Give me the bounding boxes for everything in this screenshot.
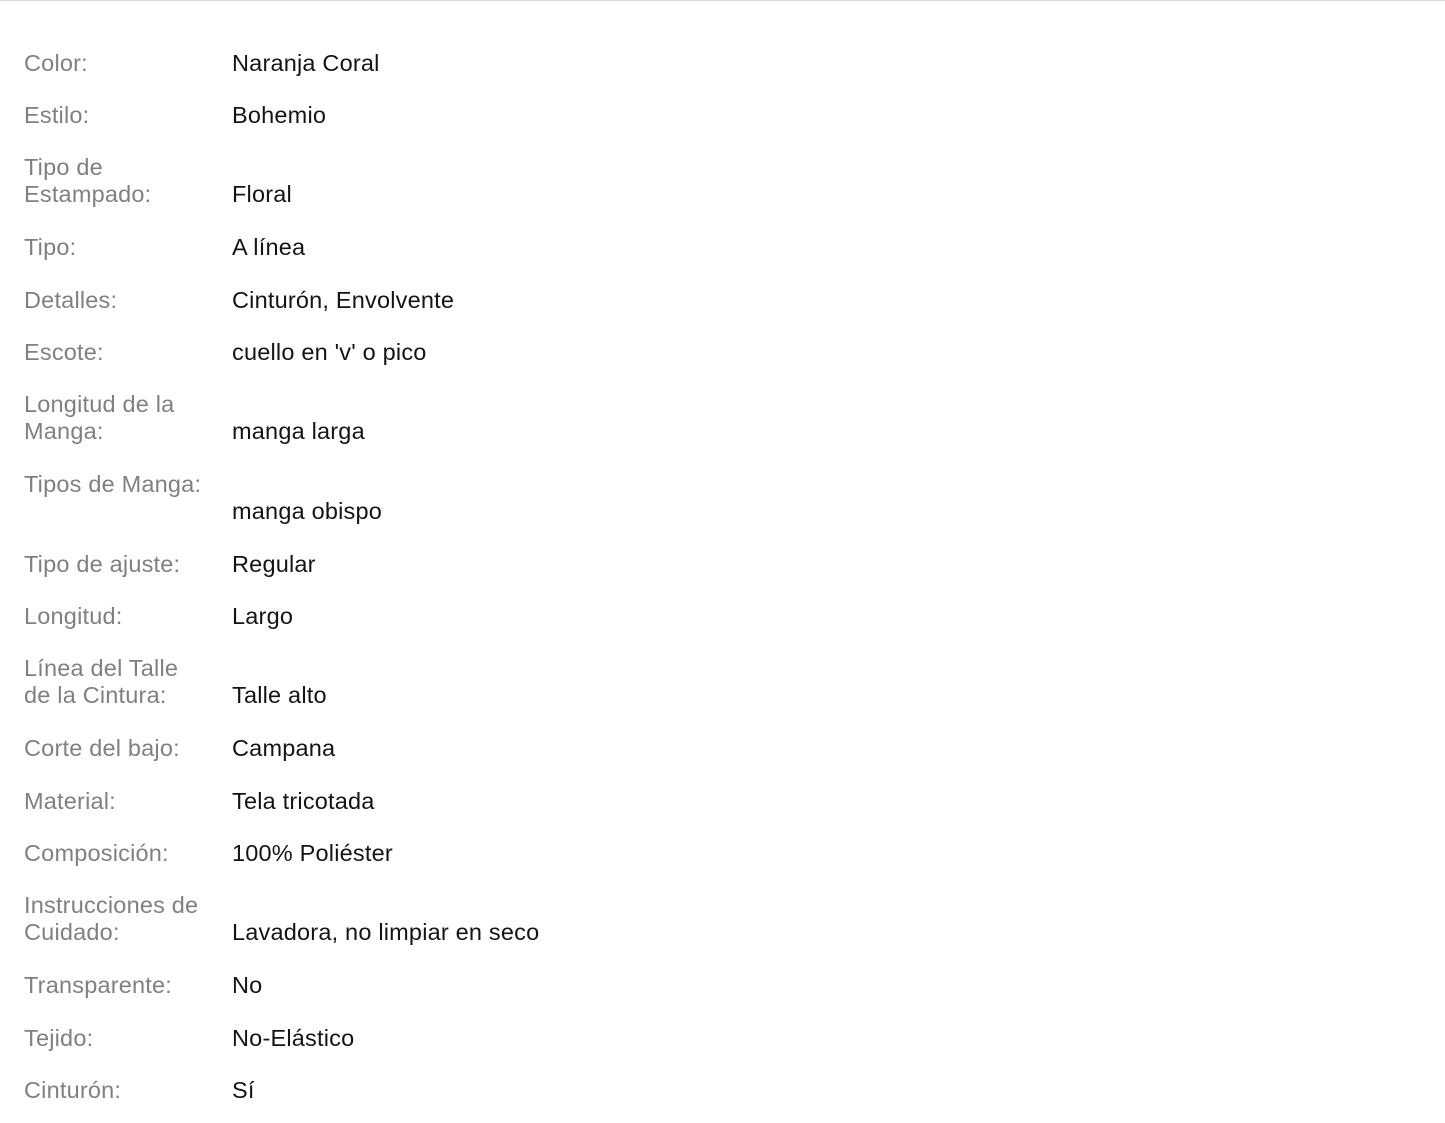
spec-value: cuello en 'v' o pico xyxy=(232,339,427,365)
spec-value: Regular xyxy=(232,551,316,577)
spec-value: Tela tricotada xyxy=(232,788,375,814)
spec-value: Sí xyxy=(232,1077,255,1103)
spec-value: Talle alto xyxy=(232,682,327,708)
spec-label: Tipo de ajuste: xyxy=(24,551,181,577)
spec-label: Escote: xyxy=(24,339,104,365)
spec-label: Transparente: xyxy=(24,972,173,998)
spec-value: Cinturón, Envolvente xyxy=(232,287,455,313)
spec-label: Línea del Talle de la Cintura: xyxy=(24,655,179,708)
spec-value: No xyxy=(232,972,263,998)
spec-value: manga larga xyxy=(232,418,365,444)
spec-label: Estilo: xyxy=(24,102,90,128)
spec-value: Campana xyxy=(232,735,336,761)
spec-value: Lavadora, no limpiar en seco xyxy=(232,919,540,945)
spec-label: Instrucciones de Cuidado: xyxy=(24,892,199,945)
top-divider xyxy=(0,0,1445,1)
spec-value: A línea xyxy=(232,234,306,260)
spec-label: Longitud: xyxy=(24,603,123,629)
spec-value: Floral xyxy=(232,181,292,207)
spec-value: Bohemio xyxy=(232,102,327,128)
spec-label: Material: xyxy=(24,788,116,814)
spec-label: Tipos de Manga: xyxy=(24,471,202,497)
spec-label: Longitud de la Manga: xyxy=(24,391,175,444)
spec-label: Detalles: xyxy=(24,287,118,313)
spec-label: Corte del bajo: xyxy=(24,735,180,761)
spec-value: No-Elástico xyxy=(232,1025,355,1051)
spec-value: Largo xyxy=(232,603,294,629)
spec-value: 100% Poliéster xyxy=(232,840,393,866)
spec-label: Cinturón: xyxy=(24,1077,122,1103)
spec-value: Naranja Coral xyxy=(232,50,380,76)
spec-label: Color: xyxy=(24,50,88,76)
spec-label: Tejido: xyxy=(24,1025,94,1051)
spec-value: manga obispo xyxy=(232,498,383,524)
spec-label: Composición: xyxy=(24,840,169,866)
spec-label: Tipo: xyxy=(24,234,77,260)
spec-label: Tipo de Estampado: xyxy=(24,154,152,207)
